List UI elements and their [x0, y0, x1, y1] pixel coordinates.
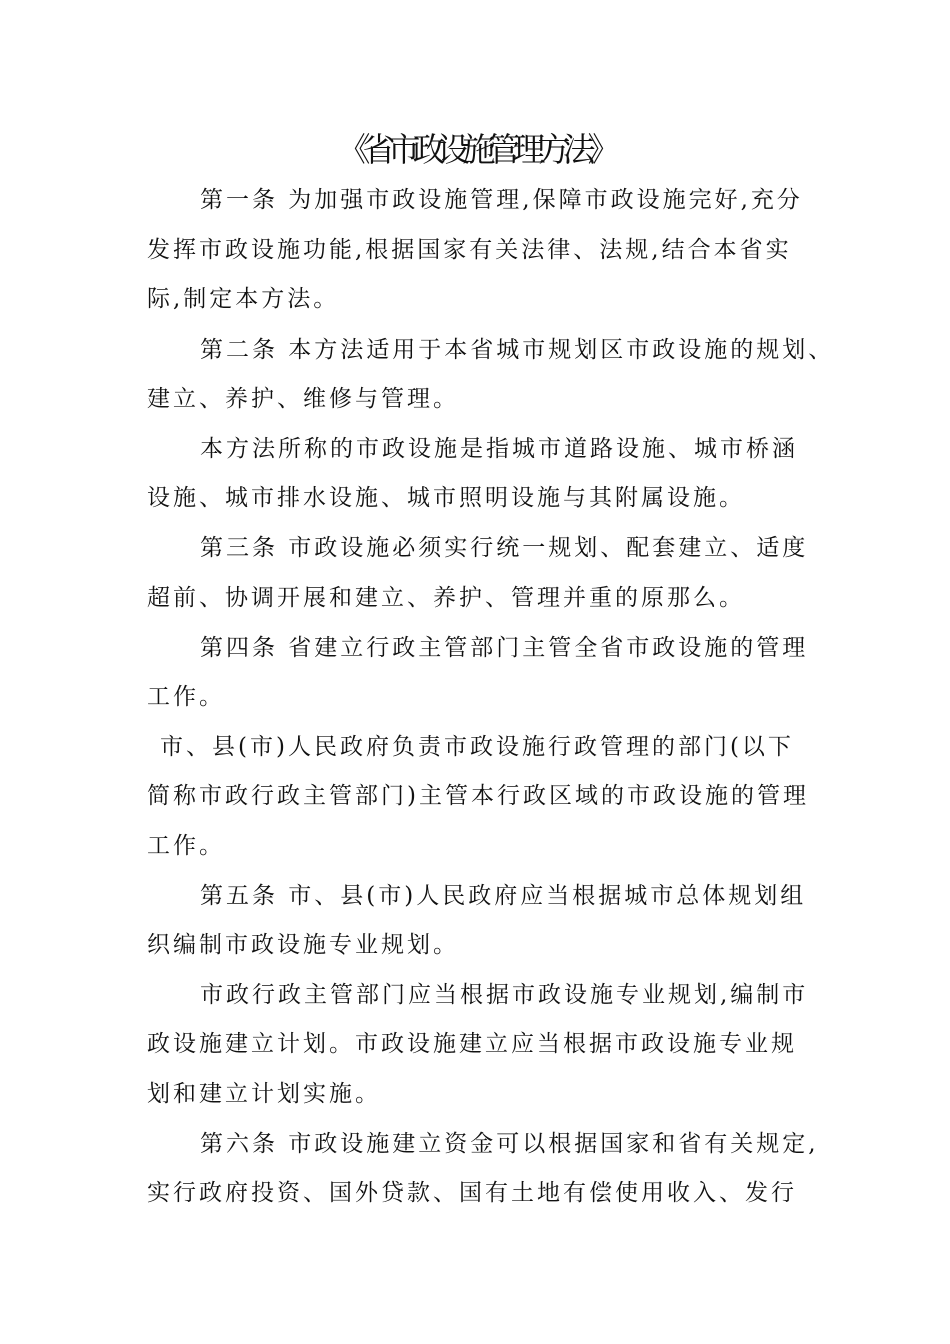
text-line: 实行政府投资、国外贷款、国有土地有偿使用收入、发行	[147, 1180, 797, 1206]
text-line: 织编制市政设施专业规划。	[147, 932, 459, 958]
text-line: 本方法所称的市政设施是指城市道路设施、城市桥涵	[200, 436, 798, 462]
text-line: 第五条 市、县(市)人民政府应当根据城市总体规划组	[200, 883, 807, 909]
text-line: 设施、城市排水设施、城市照明设施与其附属设施。	[147, 485, 745, 511]
text-line: 政设施建立计划。市政设施建立应当根据市政设施专业规	[147, 1031, 797, 1057]
text-line: 第三条 市政设施必须实行统一规划、配套建立、适度	[200, 535, 809, 561]
text-line: 建立、养护、维修与管理。	[147, 386, 459, 412]
text-line: 第四条 省建立行政主管部门主管全省市政设施的管理	[200, 635, 809, 661]
text-line: 际,制定本方法。	[147, 286, 340, 312]
text-line: 划和建立计划实施。	[147, 1081, 381, 1107]
text-line: 市政行政主管部门应当根据市政设施专业规划,编制市	[200, 982, 809, 1008]
text-line: 第六条 市政设施建立资金可以根据国家和省有关规定,	[200, 1131, 819, 1157]
text-line: 第一条 为加强市政设施管理,保障市政设施完好,充分	[200, 187, 803, 213]
text-line: 工作。	[147, 833, 225, 859]
text-line: 发挥市政设施功能,根据国家有关法律、法规,结合本省实	[147, 237, 792, 263]
text-line: 简称市政行政主管部门)主管本行政区域的市政设施的管理	[147, 783, 809, 809]
text-line: 工作。	[147, 684, 225, 710]
document-title: 《省市政设施管理方法》	[337, 130, 613, 169]
text-line: 第二条 本方法适用于本省城市规划区市政设施的规划、	[200, 337, 835, 363]
text-line: 超前、协调开展和建立、养护、管理并重的原那么。	[147, 585, 745, 611]
text-line: 市、县(市)人民政府负责市政设施行政管理的部门(以下	[160, 734, 794, 760]
